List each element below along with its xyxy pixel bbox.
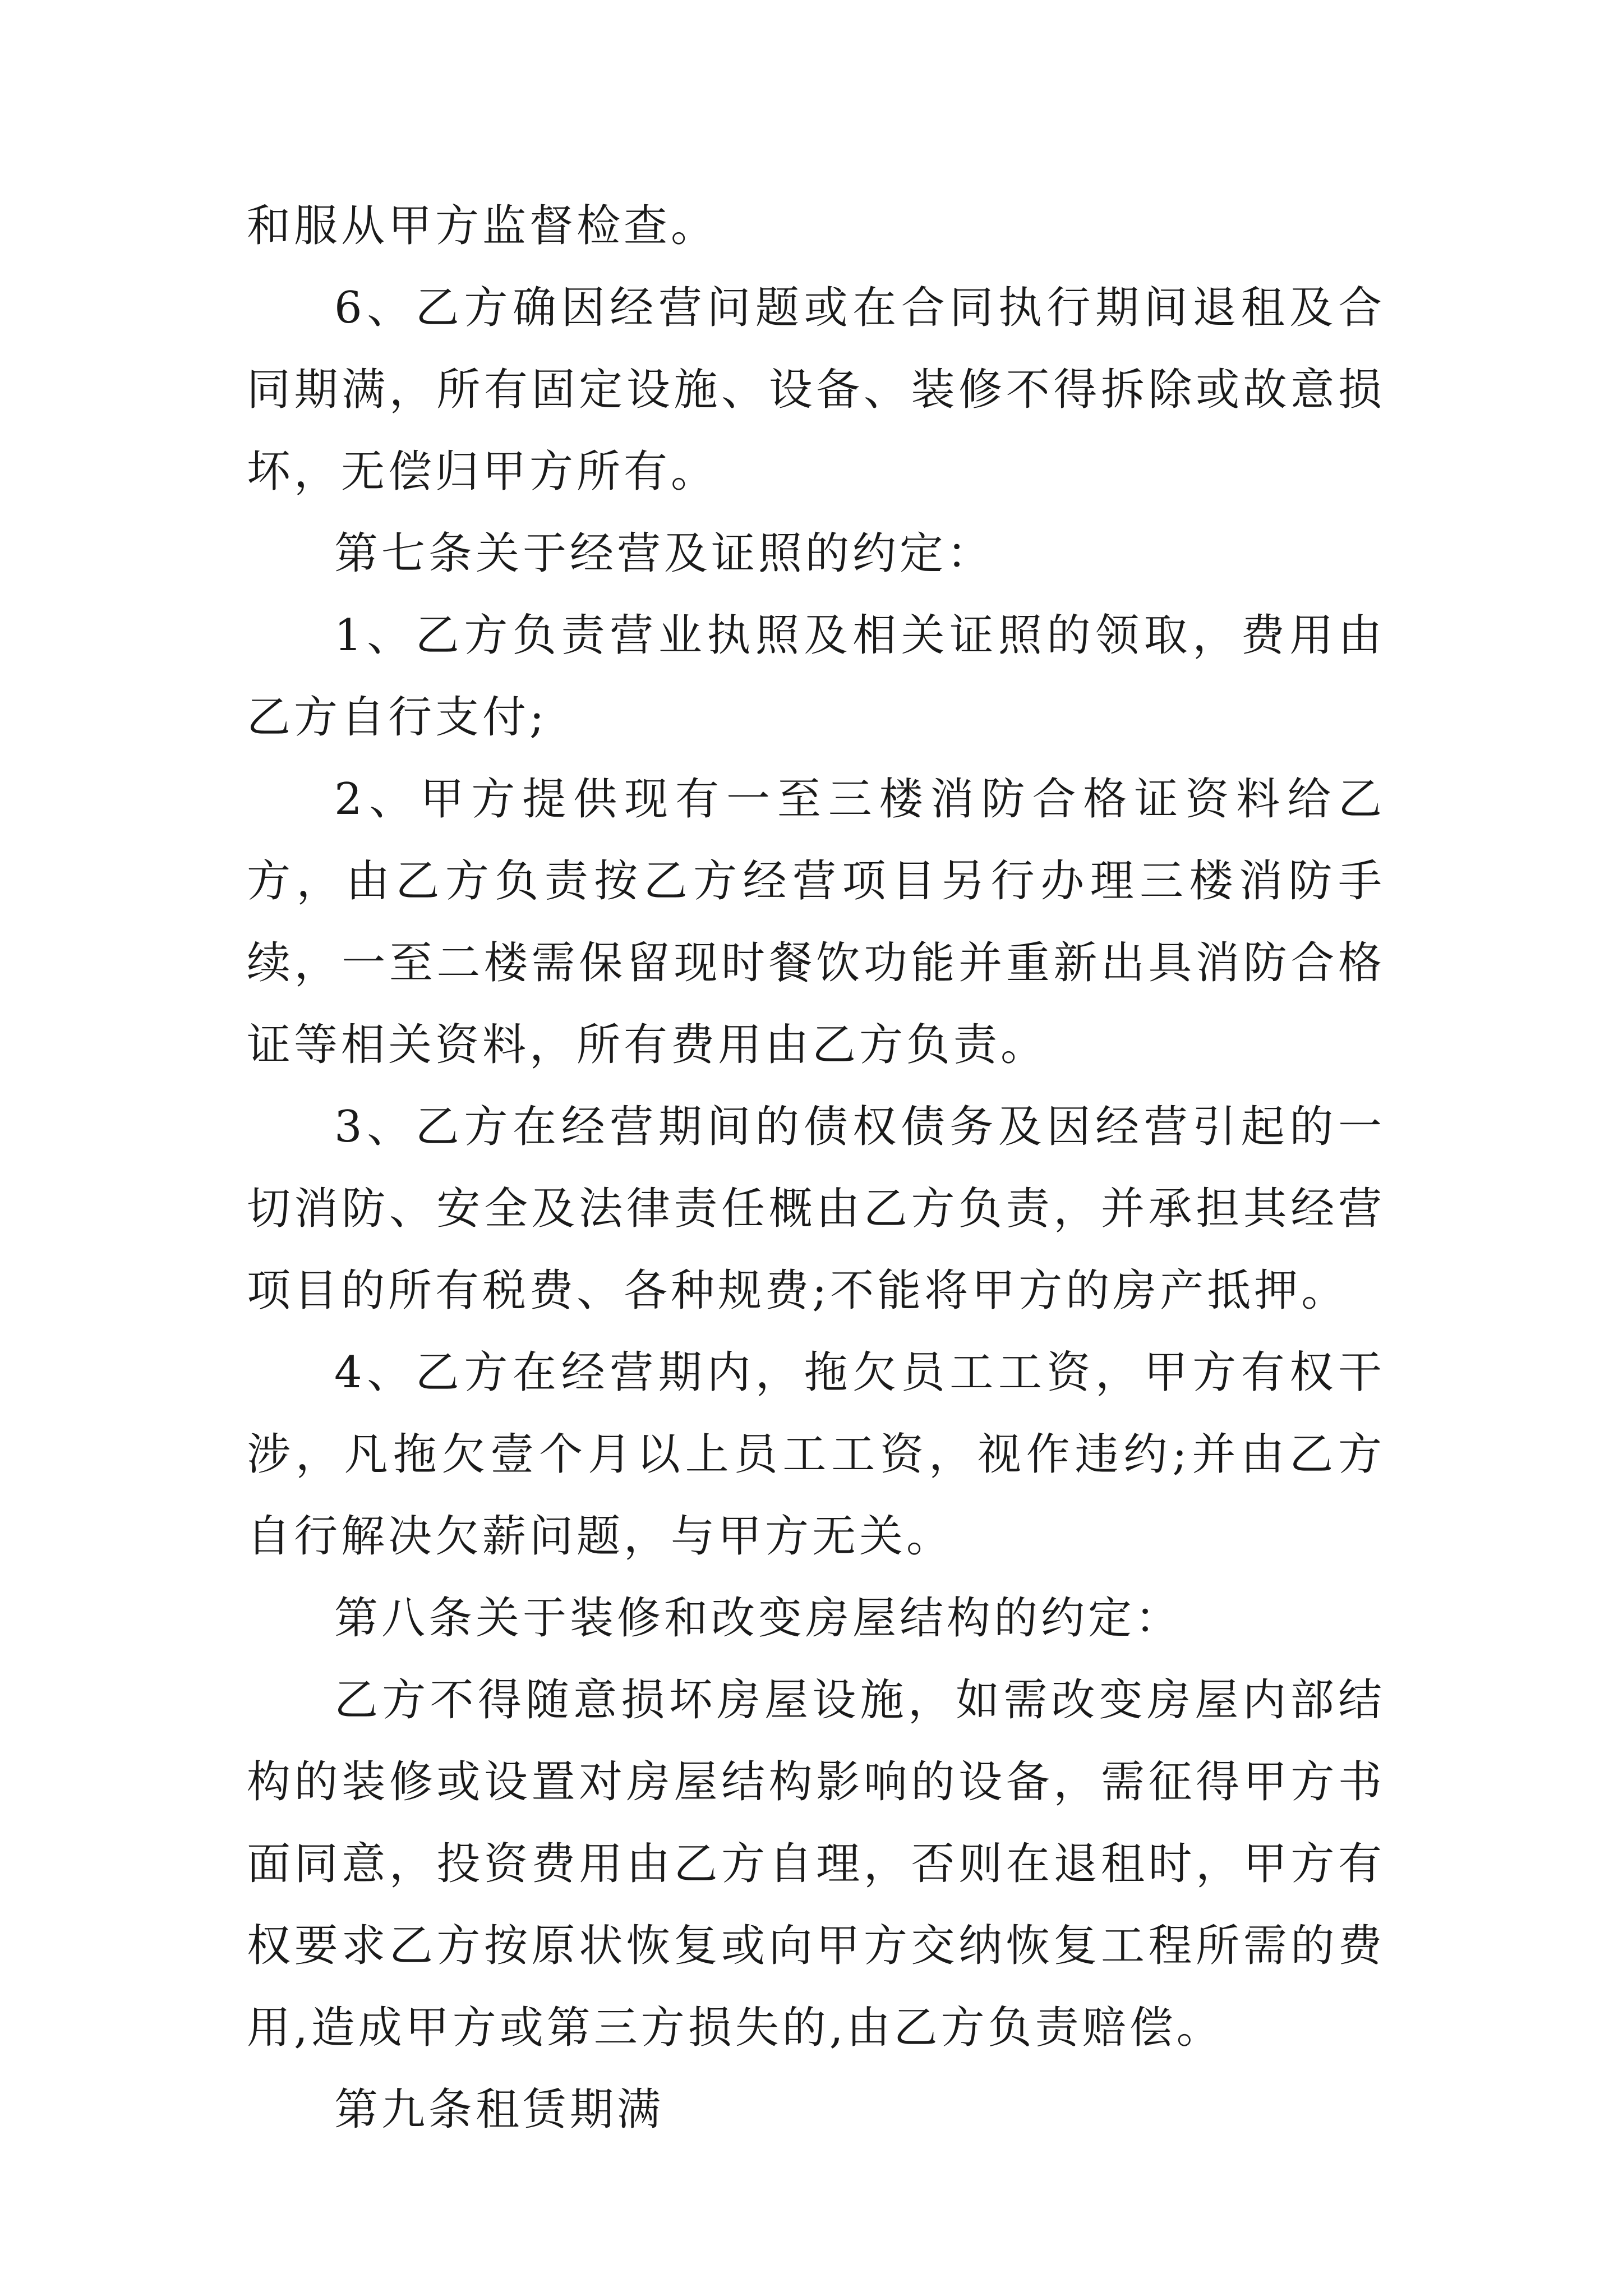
article-7-item-3: 3、乙方在经营期间的债权债务及因经营引起的一切消防、安全及法律责任概由乙方负责，并承担其经营项目的所有税费、各种规费;不能将甲方的房产抵押。 (247, 1102, 1385, 1316)
document-body (247, 185, 1385, 2151)
paragraph-item-6: 6、乙方确因经营问题或在合同执行期间退租及合同期满，所有固定设施、设备、装修不得拆除或故意损坏，无偿归甲方所有。 (247, 283, 1385, 497)
article-9-heading: 第九条租赁期满 (334, 2085, 665, 2135)
paragraph-continuation: 和服从甲方监督检查。 (247, 201, 718, 251)
article-7-item-4: 4、乙方在经营期内，拖欠员工工资，甲方有权干涉，凡拖欠壹个月以上员工工资，视作违约;并由乙方自行解决欠薪问题，与甲方无关。 (247, 1347, 1385, 1562)
article-7-heading: 第七条关于经营及证照的约定： (334, 528, 994, 579)
article-7-item-2: 2、甲方提供现有一至三楼消防合格证资料给乙方，由乙方负责按乙方经营项目另行办理三楼消防手续，一至二楼需保留现时餐饮功能并重新出具消防合格证等相关资料，所有费用由乙方负责。 (247, 774, 1385, 1070)
article-8-body: 乙方不得随意损坏房屋设施，如需改变房屋内部结构的装修或设置对房屋结构影响的设备，需征得甲方书面同意，投资费用由乙方自理，否则在退租时，甲方有权要求乙方按原状恢复或向甲方交纳恢复工程所需的费用,造成甲方或第三方损失的,由乙方负责赔偿。 (247, 1675, 1385, 2053)
article-7-item-1: 1、乙方负责营业执照及相关证照的领取，费用由乙方自行支付; (247, 610, 1385, 743)
article-8-heading: 第八条关于装修和改变房屋结构的约定： (334, 1593, 1183, 1644)
